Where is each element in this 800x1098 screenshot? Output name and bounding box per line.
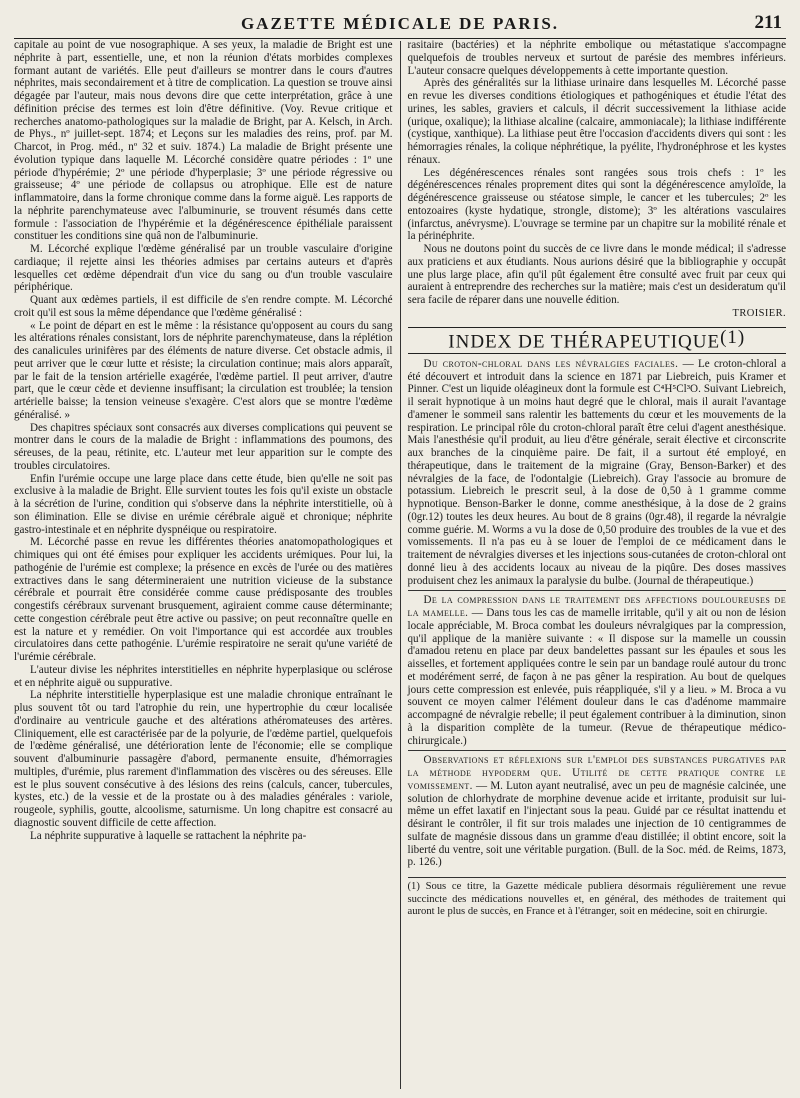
- article-body: — Le croton-chloral a été découvert et introduit dans la science en 1871 par Liebreich, puis Kramer et Pinner. C'est un liquide oléagineux dont la formule est C⁴H⁵Cl³O. Suivant Liebreich, il serait hypnotique à un moins haut degré que le chloral, mais il aurait l'avantage d'amener le sommeil sans ralentir les battements du cœur et les mouvements de la respiration. Le principal rôle du croton-chloral paraît être celui d'agent anesthésique. Mais l'anesthésie qu'il produit, au lieu d'être générale, serait élective et circonscrite aux branches de la cinquième paire. De fait, il a surtout été employé, en thérapeutique, dans le traitement de la migraine (Gray, Benson-Barker) et des névralgies de la face, de l'odontalgie (Liebreich). Gray l'associe au bromure de potassium. Liebreich le prescrit seul, à la dose de 0,50 à 1 gramme comme hypnotique. Benson-Barker le donne, comme anesthésique, à la dose de 2 grains (0gr.12) toutes les deux heures. Au bout de 8 grains (0gr.48), il regarde la névralgie comme guérie. M. Worms a vu la dose de 0,50 produire des troubles de la vue et des vomissements. Il n'a pas eu à se louer de l'emploi de ce médicament dans le traitement de névralgies diverses et les injections sous-cutanées de croton-chloral ont donné lieu à des accidents locaux au niveau de la piqûre. Des doses massives produisent chez les animaux la paralysie du bulbe. (Journal de thérapeutique.): [407, 357, 787, 587]
- footnote: (1) Sous ce titre, la Gazette médicale publiera désormais régulièrement une revue succincte des médications nouvelles et, en général, des méthodes de traitement qui auront le plus de succès, en France et à l'étranger, soit en médecine, soit en chirurgie.: [408, 877, 787, 919]
- paragraph: L'auteur divise les néphrites interstitielles en néphrite hyperplasique ou sclérose et en néphrite aiguë ou suppurative.: [14, 663, 393, 689]
- paragraph: La néphrite interstitielle hyperplasique est une maladie chronique entraînant le plus souvent tôt ou tard l'atrophie du rein, une hypertrophie du cœur localisée d'ordinaire au ventricule gauche et des altérations athéromateuses des artères. Cliniquement, elle est caractérisée par de la polyurie, de l'œdème partiel, quelquefois de l'œdème généralisé, une détérioration lente de l'économie; elle se complique souvent d'albuminurie passagère d'abord, permanente ensuite, d'hémorragies multiples, d'urémie, plus rarement d'inflammation des viscères ou des séreuses. Elle est le plus souvent consécutive à des lésions des reins (calculs, cancer, tubercules, kystes, etc.) de la vessie et de la prostate ou à des maladies générales : variole, rougeole, syphilis, goutte, alcoolisme, saturnisme. Un long chapitre est consacré au diagnostic souvent difficile de cette affection.: [14, 689, 393, 829]
- right-column: [401, 39, 787, 1089]
- paragraph: capitale au point de vue nosographique. A ses yeux, la maladie de Bright est une néphrite à part, essentielle, une, et non la réunion d'états morbides complexes formant autant de variétés. Elle peut d'ailleurs se montrer dans le cours d'autres néphrites, mais secondairement et à titre de complication. La question se trouve ainsi dégagée par l'auteur, mais nous devons dire que cette interprétation, grâce à une définition précise des termes est loin d'être définitive. (Voy. Revue critique et recherches anatomo-pathologiques sur la maladie de Bright, par A. Kelsch, in Arch. de Phys., nº juillet-sept. 1874; et Leçons sur les maladies des reins, prof. par M. Charcot, in Prog. méd., nº 32 et suiv. 1874.) La maladie de Bright présente une évolution typique dans laquelle M. Lécorché considère quatre périodes : 1º une période d'hypérémie; 2º une période d'hyperplasie; 3º une période régressive ou graisseuse; 4º une période de collapsus ou atrophique. Elle est de nature inflammatoire, dans la forme chronique comme dans la forme aiguë. Les rapports de la néphrite parenchymateuse avec l'albuminurie, se trouvent résumés dans cette formule : l'association de l'hypérémie et la dégénérescence épithéliale paraissent constituer les conditions sine quâ non de l'albuminurie.: [14, 39, 393, 243]
- page-number: 211: [754, 12, 782, 33]
- paragraph: Quant aux œdèmes partiels, il est difficile de s'en rendre compte. M. Lécorché croit qu'il est sous la même dépendance que l'œdème généralisé :: [14, 294, 393, 319]
- section-title: INDEX DE THÉRAPEUTIQUE: [448, 331, 721, 353]
- section-title-box: [408, 327, 787, 354]
- two-column-body: [14, 39, 786, 1089]
- page-header: [14, 10, 786, 39]
- footnote-marker: (1): [720, 326, 746, 348]
- quotation-paragraph: « Le point de départ en est le même : la résistance qu'opposent au cours du sang les altérations rénales consistant, lors de néphrite parenchymateuse, dans la réplétion des canalicules urinifères par des éléments de nature diverse. Cet obstacle admis, il peut arriver que le cœur lutte et résiste; la circulation continue; mais alors apparaît, par le fait de la tension artérielle exagérée, l'œdème partiel. Il peut arriver, d'autre part, que le cœur cède et devienne insuffisant; la circulation est troublée; la tension artérielle baisse; la tension veineuse s'exagère. C'est alors que se montre l'œdème généralisé. »: [14, 319, 393, 421]
- article-heading: Observations et réflexions sur l'emploi des substances purgatives par la méthode hypoderm que. Utilité de cette pratique contre le vomissement.: [407, 754, 787, 792]
- paragraph: M. Lécorché explique l'œdème généralisé par un trouble vasculaire d'origine cardiaque; il rejette ainsi les théories admises par certains auteurs et d'après lesquelles cet œdème dépendrait d'un vice du sang ou d'un trouble vasculaire périphérique.: [14, 243, 393, 294]
- author-signature: TROISIER.: [732, 307, 787, 319]
- article-separator: [408, 750, 787, 751]
- article-heading: Du croton-chloral dans les névralgies faciales.: [423, 357, 679, 370]
- left-column: [14, 39, 400, 1089]
- paragraph: Des chapitres spéciaux sont consacrés aux diverses complications qui peuvent se montrer dans le cours de la maladie de Bright : inflammations des poumons, des séreuses, de la peau, rétinite, etc. L'auteur met leur apparition sur le compte des troubles circulatoires.: [14, 421, 393, 472]
- article-heading: De la compression dans le traitement des affections douloureuses de la mamelle.: [407, 594, 787, 620]
- article-paragraph: [408, 358, 787, 588]
- article-separator: [408, 590, 787, 591]
- article-body: — Dans tous les cas de mamelle irritable, qu'il y ait ou non de lésion locale appréciable, M. Broca combat les douleurs névralgiques par la compression, qu'il applique de la manière suivante : « Il dispose sur la mamelle un coussin d'amadou retenu en place par deux bandelettes passant sur les épaules et sous les aisselles, et fortement appliquées contre le sein par un bandage roulé autour du tronc et modérément serré, de façon à ne pas gêner la respiration. Au bout de quelques jours cette compression est enlevée, puis réappliquée, s'il y a lieu. » M. Broca a vu souvent ce moyen calmer l'élément douleur dans le cas d'adénome mammaire accompagné de névralgie rebelle; il peut également contribuer à la diminution, sinon à la disparition complète de la tumeur. (Revue de thérapeutique médico-chirurgicale.): [407, 607, 787, 747]
- paragraph: Après des généralités sur la lithiase urinaire dans lesquelles M. Lécorché passe en revue les diverses conditions étiologiques et pathogéniques et étudie l'état des urines, les sables, graviers et calculs, il décrit successivement la lithiase acide (urique, oxalique); la lithiase alcaline (calcaire, ammoniacale); la lithiase indifférente (cystique, xanthique). La lithiase peut être l'occasion d'accidents divers qui sont : les hémorragies rénales, la colique néphrétique, la pyélite, l'hydronéphrose et les kystes rénaux.: [407, 77, 787, 166]
- journal-title: GAZETTE MÉDICALE DE PARIS.: [240, 14, 560, 33]
- paragraph: M. Lécorché passe en revue les différentes théories anatomopathologiques et chimiques qui ont été émises pour expliquer les accidents urémiques. Pour lui, la pathogénie de l'urémie est complexe; la présence en excès de l'urée ou des matières extractives dans le sang détermineraient une nutrition vicieuse de la substance cérébrale et pourrait être considérée comme cause prédisposante des troubles congestifs cérébraux survenant brusquement, agiraient comme cause déterminante; cette congestion cérébrale peut être active ou passive; on peut reconnaître quelle en est la nature et y remédier. On voit l'importance qui est accordée aux troubles circulatoires dans cette pathogénie. L'urémie respiratoire ne serait qu'une variété de l'urémie cérébrale.: [14, 536, 393, 663]
- paragraph: Nous ne doutons point du succès de ce livre dans le monde médical; il s'adresse aux praticiens et aux étudiants. Nous aurions désiré que la bibliographie y occupât une plus large place, afin qu'il pût également être consulté avec fruit par ceux qui auraient à entreprendre des recherches sur la matière; mais c'est un desideratum qu'il sera facile de réparer dans une nouvelle édition.: [407, 243, 787, 306]
- paragraph: La néphrite suppurative à laquelle se rattachent la néphrite pa-: [30, 829, 307, 842]
- paragraph: Les dégénérescences rénales sont rangées sous trois chefs : 1º les dégénérescences rénales proprement dites qui sont la dégénérescence amyloïde, la dégénérescence graisseuse ou stéatose simple, le cancer et les tubercules; 2º les entozoaires (kyste hydatique, strongle, distome); 3º les altérations vasculaires (infarctus, anévrysme). L'ouvrage se termine par un chapitre sur la mobilité rénale et la périnéphrite.: [407, 166, 787, 243]
- paragraph: rasitaire (bactéries) et la néphrite embolique ou métastatique s'accompagne quelquefois de troubles nerveux et surtout de parésie des membres inférieurs. L'auteur consacre quelques développements à cette importante question.: [407, 39, 787, 77]
- paragraph: Enfin l'urémie occupe une large place dans cette étude, bien qu'elle ne soit pas exclusive à la maladie de Bright. Elle survient toutes les fois qu'il existe un obstacle à la sécrétion de l'urine, condition qui s'observe dans la néphrite interstitielle, où à son élimination. Elle se divise en urémie cérébrale aiguë et chronique; néphrite gastro-intestinale et en néphrite dyspnéique ou respiratoire.: [14, 472, 393, 536]
- article-paragraph: [408, 754, 787, 869]
- article-paragraph: [408, 594, 787, 747]
- article-body: — M. Luton ayant neutralisé, avec un peu de magnésie calcinée, une solution de chlorhydrate de morphine devenue acide et irritante, produisit sur lui-même un effet laxatif en l'injectant sous la peau. Guidé par ce résultat inattendu et désirant le contrôler, il fit sur trois malades une injection de 10 centigrammes de sulfate de magnésie dissous dans un gramme d'eau distillée; il obtint encore, soit la liberté du ventre, soit une véritable purgation. (Bull. de la Soc. méd. de Reims, 1873, p. 126.): [407, 779, 787, 869]
